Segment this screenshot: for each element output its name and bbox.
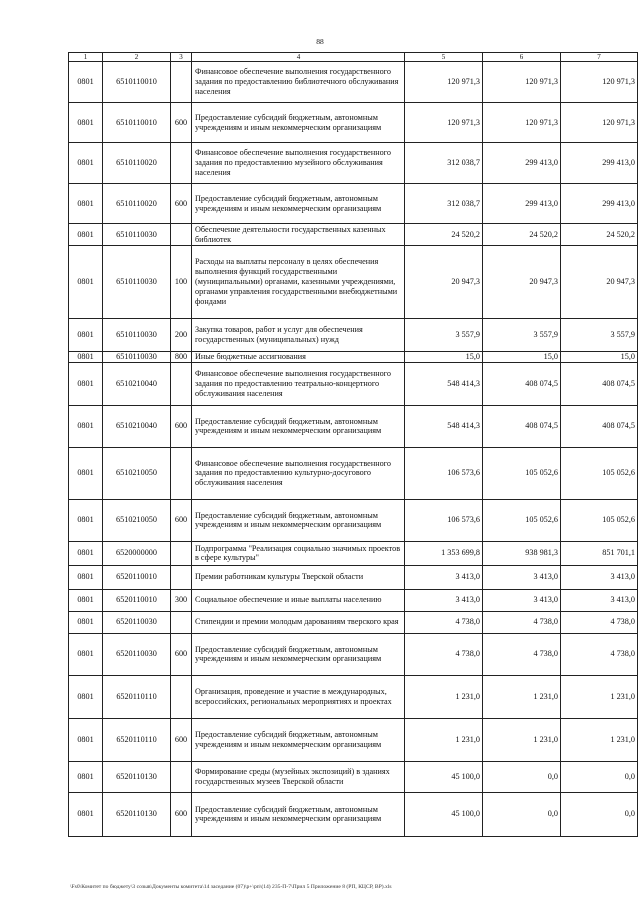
code-cell: 6510210040 [103,405,171,447]
expense-type-cell: 100 [171,246,192,319]
table-row [69,103,638,143]
value-cell-2024: 3 413,0 [405,589,483,611]
value-cell-2026: 0,0 [561,792,638,836]
section-cell: 0801 [69,352,103,363]
table-row [69,352,638,363]
code-cell: 6510210040 [103,362,171,405]
name-cell: Предоставление субсидий бюджетным, автономным учреждениям и иным некоммерческим организациям [192,103,405,143]
code-cell: 6520110010 [103,565,171,589]
table-row [69,792,638,836]
table-row [69,633,638,675]
expense-type-cell: 600 [171,499,192,541]
name-cell: Формирование среды (музейных экспозиций) в зданиях государственных музеев Тверской области [192,761,405,792]
code-cell: 6510110030 [103,352,171,363]
value-cell-2026: 120 971,3 [561,103,638,143]
name-cell: Закупка товаров, работ и услуг для обеспечения государственных (муниципальных) нужд [192,319,405,352]
value-cell-2024: 45 100,0 [405,761,483,792]
section-cell: 0801 [69,246,103,319]
expense-type-cell [171,143,192,184]
value-cell-2025: 4 738,0 [483,633,561,675]
value-cell-2025: 938 981,3 [483,541,561,565]
value-cell-2026: 1 231,0 [561,675,638,718]
value-cell-2024: 24 520,2 [405,224,483,246]
section-cell: 0801 [69,633,103,675]
code-cell: 6510110030 [103,246,171,319]
value-cell-2025: 1 231,0 [483,718,561,761]
value-cell-2026: 408 074,5 [561,405,638,447]
table-row [69,611,638,633]
value-cell-2026: 15,0 [561,352,638,363]
table-row [69,405,638,447]
section-cell: 0801 [69,675,103,718]
name-cell: Предоставление субсидий бюджетным, автономным учреждениям и иным некоммерческим организациям [192,633,405,675]
value-cell-2026: 105 052,6 [561,447,638,499]
section-cell: 0801 [69,565,103,589]
value-cell-2025: 24 520,2 [483,224,561,246]
value-cell-2026: 20 947,3 [561,246,638,319]
code-cell: 6520110130 [103,761,171,792]
table-row [69,319,638,352]
table-row [69,62,638,103]
section-cell: 0801 [69,405,103,447]
table-row [69,184,638,224]
value-cell-2024: 548 414,3 [405,405,483,447]
value-cell-2024: 106 573,6 [405,447,483,499]
code-cell: 6510110030 [103,319,171,352]
value-cell-2024: 4 738,0 [405,611,483,633]
value-cell-2026: 120 971,3 [561,62,638,103]
value-cell-2024: 20 947,3 [405,246,483,319]
value-cell-2025: 299 413,0 [483,184,561,224]
name-cell: Предоставление субсидий бюджетным, автономным учреждениям и иным некоммерческим организациям [192,792,405,836]
value-cell-2024: 312 038,7 [405,184,483,224]
value-cell-2025: 120 971,3 [483,103,561,143]
name-cell: Финансовое обеспечение выполнения государственного задания по предоставлению театрально-концертного обслуживания населения [192,362,405,405]
code-cell: 6510110030 [103,224,171,246]
value-cell-2025: 1 231,0 [483,675,561,718]
code-cell: 6520110130 [103,792,171,836]
value-cell-2024: 3 557,9 [405,319,483,352]
value-cell-2026: 4 738,0 [561,633,638,675]
name-cell: Иные бюджетные ассигнования [192,352,405,363]
value-cell-2024: 106 573,6 [405,499,483,541]
value-cell-2024: 120 971,3 [405,62,483,103]
expense-type-cell [171,761,192,792]
section-cell: 0801 [69,499,103,541]
code-cell: 6520000000 [103,541,171,565]
name-cell: Финансовое обеспечение выполнения государственного задания по предоставлению библиотечного обслуживания населения [192,62,405,103]
expense-type-cell: 600 [171,103,192,143]
code-cell: 6510110020 [103,143,171,184]
page-number: 88 [316,37,324,46]
value-cell-2026: 3 413,0 [561,565,638,589]
expense-type-cell [171,447,192,499]
value-cell-2025: 408 074,5 [483,362,561,405]
value-cell-2025: 0,0 [483,761,561,792]
expense-type-cell: 800 [171,352,192,363]
value-cell-2025: 120 971,3 [483,62,561,103]
expense-type-cell: 600 [171,405,192,447]
header-cell: 6 [483,53,561,62]
value-cell-2026: 105 052,6 [561,499,638,541]
code-cell: 6510210050 [103,447,171,499]
table-row [69,565,638,589]
table-row [69,589,638,611]
expense-type-cell [171,62,192,103]
name-cell: Организация, проведение и участие в международных, всероссийских, региональных мероприятиях и проектах [192,675,405,718]
value-cell-2025: 4 738,0 [483,611,561,633]
expense-type-cell [171,541,192,565]
value-cell-2024: 15,0 [405,352,483,363]
expense-type-cell [171,565,192,589]
code-cell: 6520110110 [103,675,171,718]
value-cell-2024: 312 038,7 [405,143,483,184]
value-cell-2026: 3 557,9 [561,319,638,352]
name-cell: Финансовое обеспечение выполнения государственного задания по предоставлению культурно-досугового обслуживания населения [192,447,405,499]
value-cell-2025: 105 052,6 [483,447,561,499]
section-cell: 0801 [69,224,103,246]
value-cell-2026: 299 413,0 [561,184,638,224]
section-cell: 0801 [69,103,103,143]
section-cell: 0801 [69,143,103,184]
value-cell-2026: 4 738,0 [561,611,638,633]
value-cell-2025: 105 052,6 [483,499,561,541]
header-cell: 5 [405,53,483,62]
expense-type-cell: 600 [171,184,192,224]
value-cell-2025: 408 074,5 [483,405,561,447]
header-cell: 1 [69,53,103,62]
name-cell: Социальное обеспечение и иные выплаты населению [192,589,405,611]
header-cell: 2 [103,53,171,62]
value-cell-2025: 3 413,0 [483,565,561,589]
value-cell-2024: 3 413,0 [405,565,483,589]
name-cell: Подпрограмма "Реализация социально значимых проектов в сфере культуры" [192,541,405,565]
header-cell: 3 [171,53,192,62]
value-cell-2024: 45 100,0 [405,792,483,836]
value-cell-2024: 548 414,3 [405,362,483,405]
name-cell: Обеспечение деятельности государственных казенных библиотек [192,224,405,246]
value-cell-2025: 0,0 [483,792,561,836]
table-row [69,447,638,499]
header-cell: 4 [192,53,405,62]
budget-table [68,52,638,837]
table-row [69,143,638,184]
section-cell: 0801 [69,718,103,761]
name-cell: Предоставление субсидий бюджетным, автономным учреждениям и иным некоммерческим организациям [192,718,405,761]
value-cell-2026: 24 520,2 [561,224,638,246]
expense-type-cell: 200 [171,319,192,352]
value-cell-2024: 120 971,3 [405,103,483,143]
code-cell: 6510110010 [103,103,171,143]
code-cell: 6520110030 [103,633,171,675]
value-cell-2025: 20 947,3 [483,246,561,319]
value-cell-2026: 851 701,1 [561,541,638,565]
section-cell: 0801 [69,319,103,352]
section-cell: 0801 [69,541,103,565]
expense-type-cell: 600 [171,633,192,675]
code-cell: 6510110010 [103,62,171,103]
value-cell-2026: 299 413,0 [561,143,638,184]
value-cell-2026: 0,0 [561,761,638,792]
section-cell: 0801 [69,447,103,499]
table-row [69,499,638,541]
section-cell: 0801 [69,792,103,836]
value-cell-2026: 408 074,5 [561,362,638,405]
expense-type-cell: 600 [171,792,192,836]
table-row [69,718,638,761]
value-cell-2026: 3 413,0 [561,589,638,611]
name-cell: Предоставление субсидий бюджетным, автономным учреждениям и иным некоммерческим организациям [192,499,405,541]
code-cell: 6510210050 [103,499,171,541]
code-cell: 6520110110 [103,718,171,761]
name-cell: Премии работникам культуры Тверской области [192,565,405,589]
section-cell: 0801 [69,761,103,792]
section-cell: 0801 [69,62,103,103]
name-cell: Предоставление субсидий бюджетным, автономным учреждениям и иным некоммерческим организациям [192,405,405,447]
table-row [69,246,638,319]
value-cell-2024: 1 353 699,8 [405,541,483,565]
table-row [69,224,638,246]
name-cell: Предоставление субсидий бюджетным, автономным учреждениям и иным некоммерческим организациям [192,184,405,224]
value-cell-2025: 3 413,0 [483,589,561,611]
value-cell-2025: 299 413,0 [483,143,561,184]
value-cell-2025: 3 557,9 [483,319,561,352]
section-cell: 0801 [69,362,103,405]
expense-type-cell [171,675,192,718]
name-cell: Стипендии и премии молодым дарованиям тверского края [192,611,405,633]
header-cell: 7 [561,53,638,62]
section-cell: 0801 [69,611,103,633]
value-cell-2026: 1 231,0 [561,718,638,761]
table-row [69,761,638,792]
code-cell: 6510110020 [103,184,171,224]
value-cell-2025: 15,0 [483,352,561,363]
expense-type-cell [171,611,192,633]
value-cell-2024: 4 738,0 [405,633,483,675]
name-cell: Расходы на выплаты персоналу в целях обеспечения выполнения функций государственными (муниципальными) органами, казенными учреждениями, органами управления государственными внебюджетными фондами [192,246,405,319]
value-cell-2024: 1 231,0 [405,718,483,761]
expense-type-cell: 600 [171,718,192,761]
name-cell: Финансовое обеспечение выполнения государственного задания по предоставлению музейного обслуживания населения [192,143,405,184]
table-header-row [69,53,638,62]
table-row [69,675,638,718]
expense-type-cell [171,362,192,405]
section-cell: 0801 [69,184,103,224]
table-row [69,362,638,405]
value-cell-2024: 1 231,0 [405,675,483,718]
code-cell: 6520110030 [103,611,171,633]
expense-type-cell: 300 [171,589,192,611]
code-cell: 6520110010 [103,589,171,611]
section-cell: 0801 [69,589,103,611]
table-row [69,541,638,565]
expense-type-cell [171,224,192,246]
file-path-footer: \Fs0\Комитет по бюджету\3 созыв\Документы комитета\14 заседание (07)\р+\рп\(14) 235-П-7\Прил 5 Приложение 8 (РП, КЦСР, ВР).xls [70,884,392,890]
